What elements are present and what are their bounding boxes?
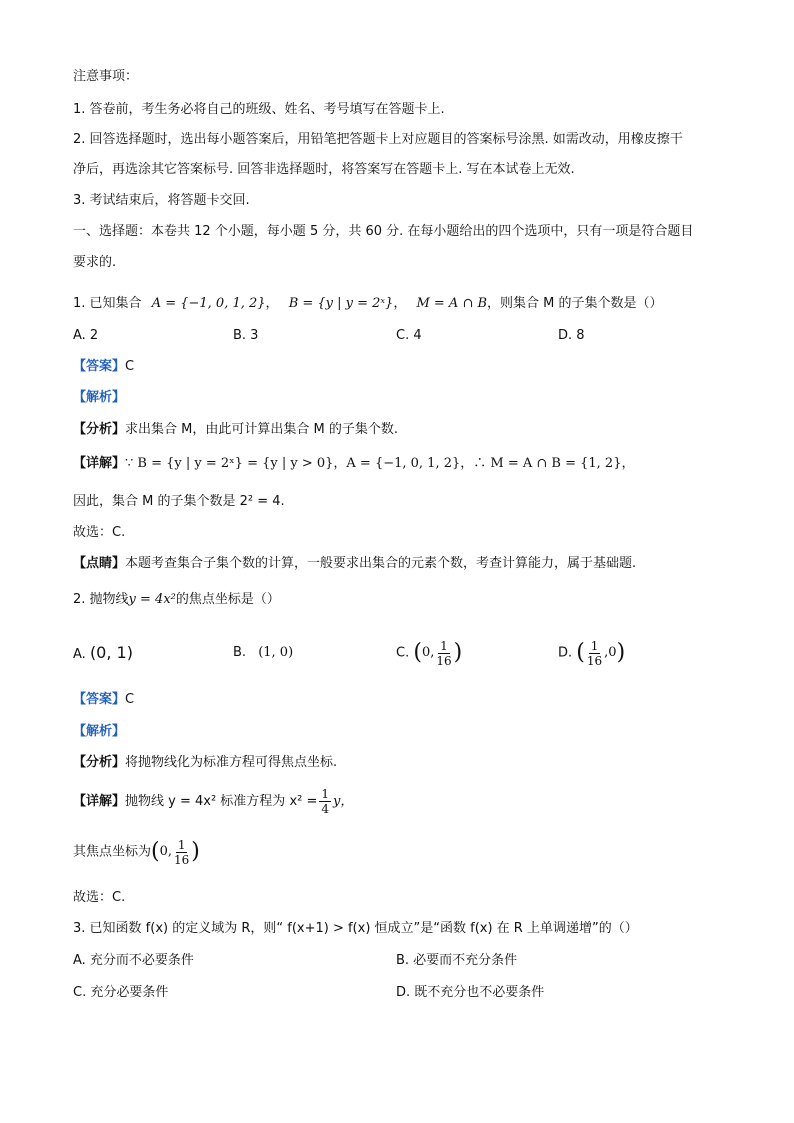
q1-therefore: 因此，集合 M 的子集个数是 2² = 4. — [73, 494, 285, 509]
q3-stem: 3. 已知函数 f(x) 的定义域为 R，则“ f(x+1) > f(x) 恒成立”是“函数 f(x) 在 R 上单调递增”的（） — [73, 921, 638, 936]
dianjing-tag: 【点睛】 — [73, 556, 126, 571]
note-1: 1. 答卷前，考生务必将自己的班级、姓名、考号填写在答题卡上. — [73, 102, 445, 117]
paren-open: ( — [151, 839, 160, 864]
q1-suffix: ，则集合 M 的子集个数是（） — [487, 296, 663, 311]
q2-option-b-label: B. — [233, 645, 247, 660]
q2-option-c-label: C. — [396, 645, 410, 661]
fraction-denominator: 16 — [436, 653, 452, 668]
q1-set-b: B = {y | y = 2ˣ} — [288, 296, 394, 311]
q1-stem: 1. 已知集合 A = {−1, 0, 1, 2}， B = {y | y = 2ˣ}， M = A ∩ B，则集合 M 的子集个数是（） — [73, 296, 663, 311]
fenxi-tag: 【分析】 — [73, 422, 126, 437]
q1-option-c: C. 4 — [396, 328, 422, 343]
q1-analysis-tag — [73, 388, 734, 408]
fraction-numerator: 1 — [440, 638, 448, 653]
fraction — [172, 838, 191, 867]
section-header-line-1: 一、选择题：本卷共 12 个小题，每小题 5 分，共 60 分. 在每小题给出的四个选项中，只有一项是符合题目 — [73, 224, 694, 239]
focus-pre: 0, — [159, 844, 173, 859]
q2-option-a-value: (0, 1) — [89, 643, 133, 662]
q2-choose: 故选：C. — [73, 890, 126, 905]
analysis-tag: 【解析】 — [73, 724, 126, 739]
q3-option-a: A. 充分而不必要条件 — [73, 953, 194, 968]
xiangjie-tag: 【详解】 — [73, 456, 126, 471]
q1-prefix: 1. 已知集合 — [73, 296, 142, 311]
q2-answer — [73, 690, 734, 710]
answer-tag: 【答案】 — [73, 692, 126, 707]
answer-tag: 【答案】 — [73, 359, 126, 374]
analysis-tag: 【解析】 — [73, 390, 126, 405]
q2-fenxi — [73, 753, 734, 773]
focus-text: 其焦点坐标为 — [73, 844, 152, 860]
q1-fenxi — [73, 420, 734, 440]
q2-stem-suffix: 的焦点坐标是（） — [175, 592, 280, 607]
paren-open: ( — [576, 640, 585, 665]
q2-stem — [73, 590, 734, 610]
q2-option-a-label: A. — [73, 647, 86, 662]
q1-dianjing — [73, 554, 734, 574]
q2-stem-eq: y = 4x² — [128, 592, 176, 607]
q2-option-b-value: (1, 0) — [258, 645, 294, 660]
dianjing-text: 本题考查集合子集个数的计算，一般要求出集合的元素个数，考查计算能力，属于基础题. — [125, 556, 637, 571]
fraction-denominator: 16 — [174, 852, 190, 867]
q2-option-c — [396, 633, 462, 674]
fraction-numerator: 1 — [590, 638, 599, 653]
q2-option-d-post: ,0 — [604, 645, 617, 660]
q2-option-d-label: D. — [558, 645, 573, 661]
note-3: 3. 考试结束后，将答题卡交回. — [73, 193, 250, 208]
q1-set-a: A = {−1, 0, 1, 2} — [151, 296, 266, 311]
section-header-line-2: 要求的. — [73, 255, 117, 270]
answer-value: C — [125, 692, 135, 707]
q2-option-b — [233, 643, 293, 663]
fraction — [434, 639, 453, 668]
fenxi-text: 将抛物线化为标准方程可得焦点坐标. — [125, 755, 338, 770]
q2-option-c-pre: 0, — [421, 645, 435, 660]
fraction — [585, 639, 604, 668]
fraction-numerator: 1 — [321, 787, 330, 801]
paren-open: ( — [413, 640, 422, 665]
xiangjie-text: ∵ B = {y | y = 2ˣ} = {y | y > 0}，A = {−1, 0, 1, 2}，∴ M = A ∩ B = {1, 2}， — [125, 456, 635, 471]
q2-xiangjie — [73, 782, 734, 822]
paren-close: ) — [616, 640, 626, 665]
q3-option-b: B. 必要而不充分条件 — [396, 953, 518, 968]
q1-option-a: A. 2 — [73, 328, 99, 343]
q2-option-a — [73, 643, 133, 665]
q2-option-d — [558, 633, 625, 674]
fraction — [319, 787, 331, 816]
fenxi-text: 求出集合 M，由此可计算出集合 M 的子集个数. — [125, 422, 398, 437]
q1-option-b: B. 3 — [233, 328, 259, 343]
q1-choose: 故选：C. — [73, 525, 126, 540]
answer-value: C — [125, 359, 135, 374]
notes-title: 注意事项： — [73, 69, 139, 84]
fenxi-tag: 【分析】 — [73, 755, 126, 770]
q1-xiangjie — [73, 454, 734, 474]
q1-set-m: M = A ∩ B — [416, 296, 488, 311]
xiangjie-post: y， — [333, 794, 354, 809]
q3-option-c: C. 充分必要条件 — [73, 985, 169, 1000]
q3-option-d: D. 既不充分也不必要条件 — [396, 985, 545, 1000]
q2-analysis-tag — [73, 722, 734, 742]
note-2-line-2: 净后，再选涂其它答案标号. 回答非选择题时，将答案写在答题卡上. 写在本试卷上无效. — [73, 162, 575, 177]
q2-focus — [73, 832, 734, 873]
fraction-numerator: 1 — [177, 837, 186, 852]
paren-close: ) — [191, 839, 200, 864]
q1-option-d: D. 8 — [558, 328, 585, 343]
q1-answer — [73, 357, 734, 377]
q2-stem-prefix: 2. 抛物线 — [73, 592, 129, 607]
xiangjie-tag: 【详解】 — [73, 794, 126, 809]
fraction-denominator: 16 — [586, 653, 603, 668]
paren-close: ) — [453, 640, 463, 665]
fraction-denominator: 4 — [321, 802, 330, 816]
xiangjie-text: 抛物线 y = 4x² 标准方程为 x² = — [125, 794, 318, 809]
note-2-line-1: 2. 回答选择题时，选出每小题答案后，用铅笔把答题卡上对应题目的答案标号涂黑. 如需改动，用橡皮擦干 — [73, 132, 683, 147]
